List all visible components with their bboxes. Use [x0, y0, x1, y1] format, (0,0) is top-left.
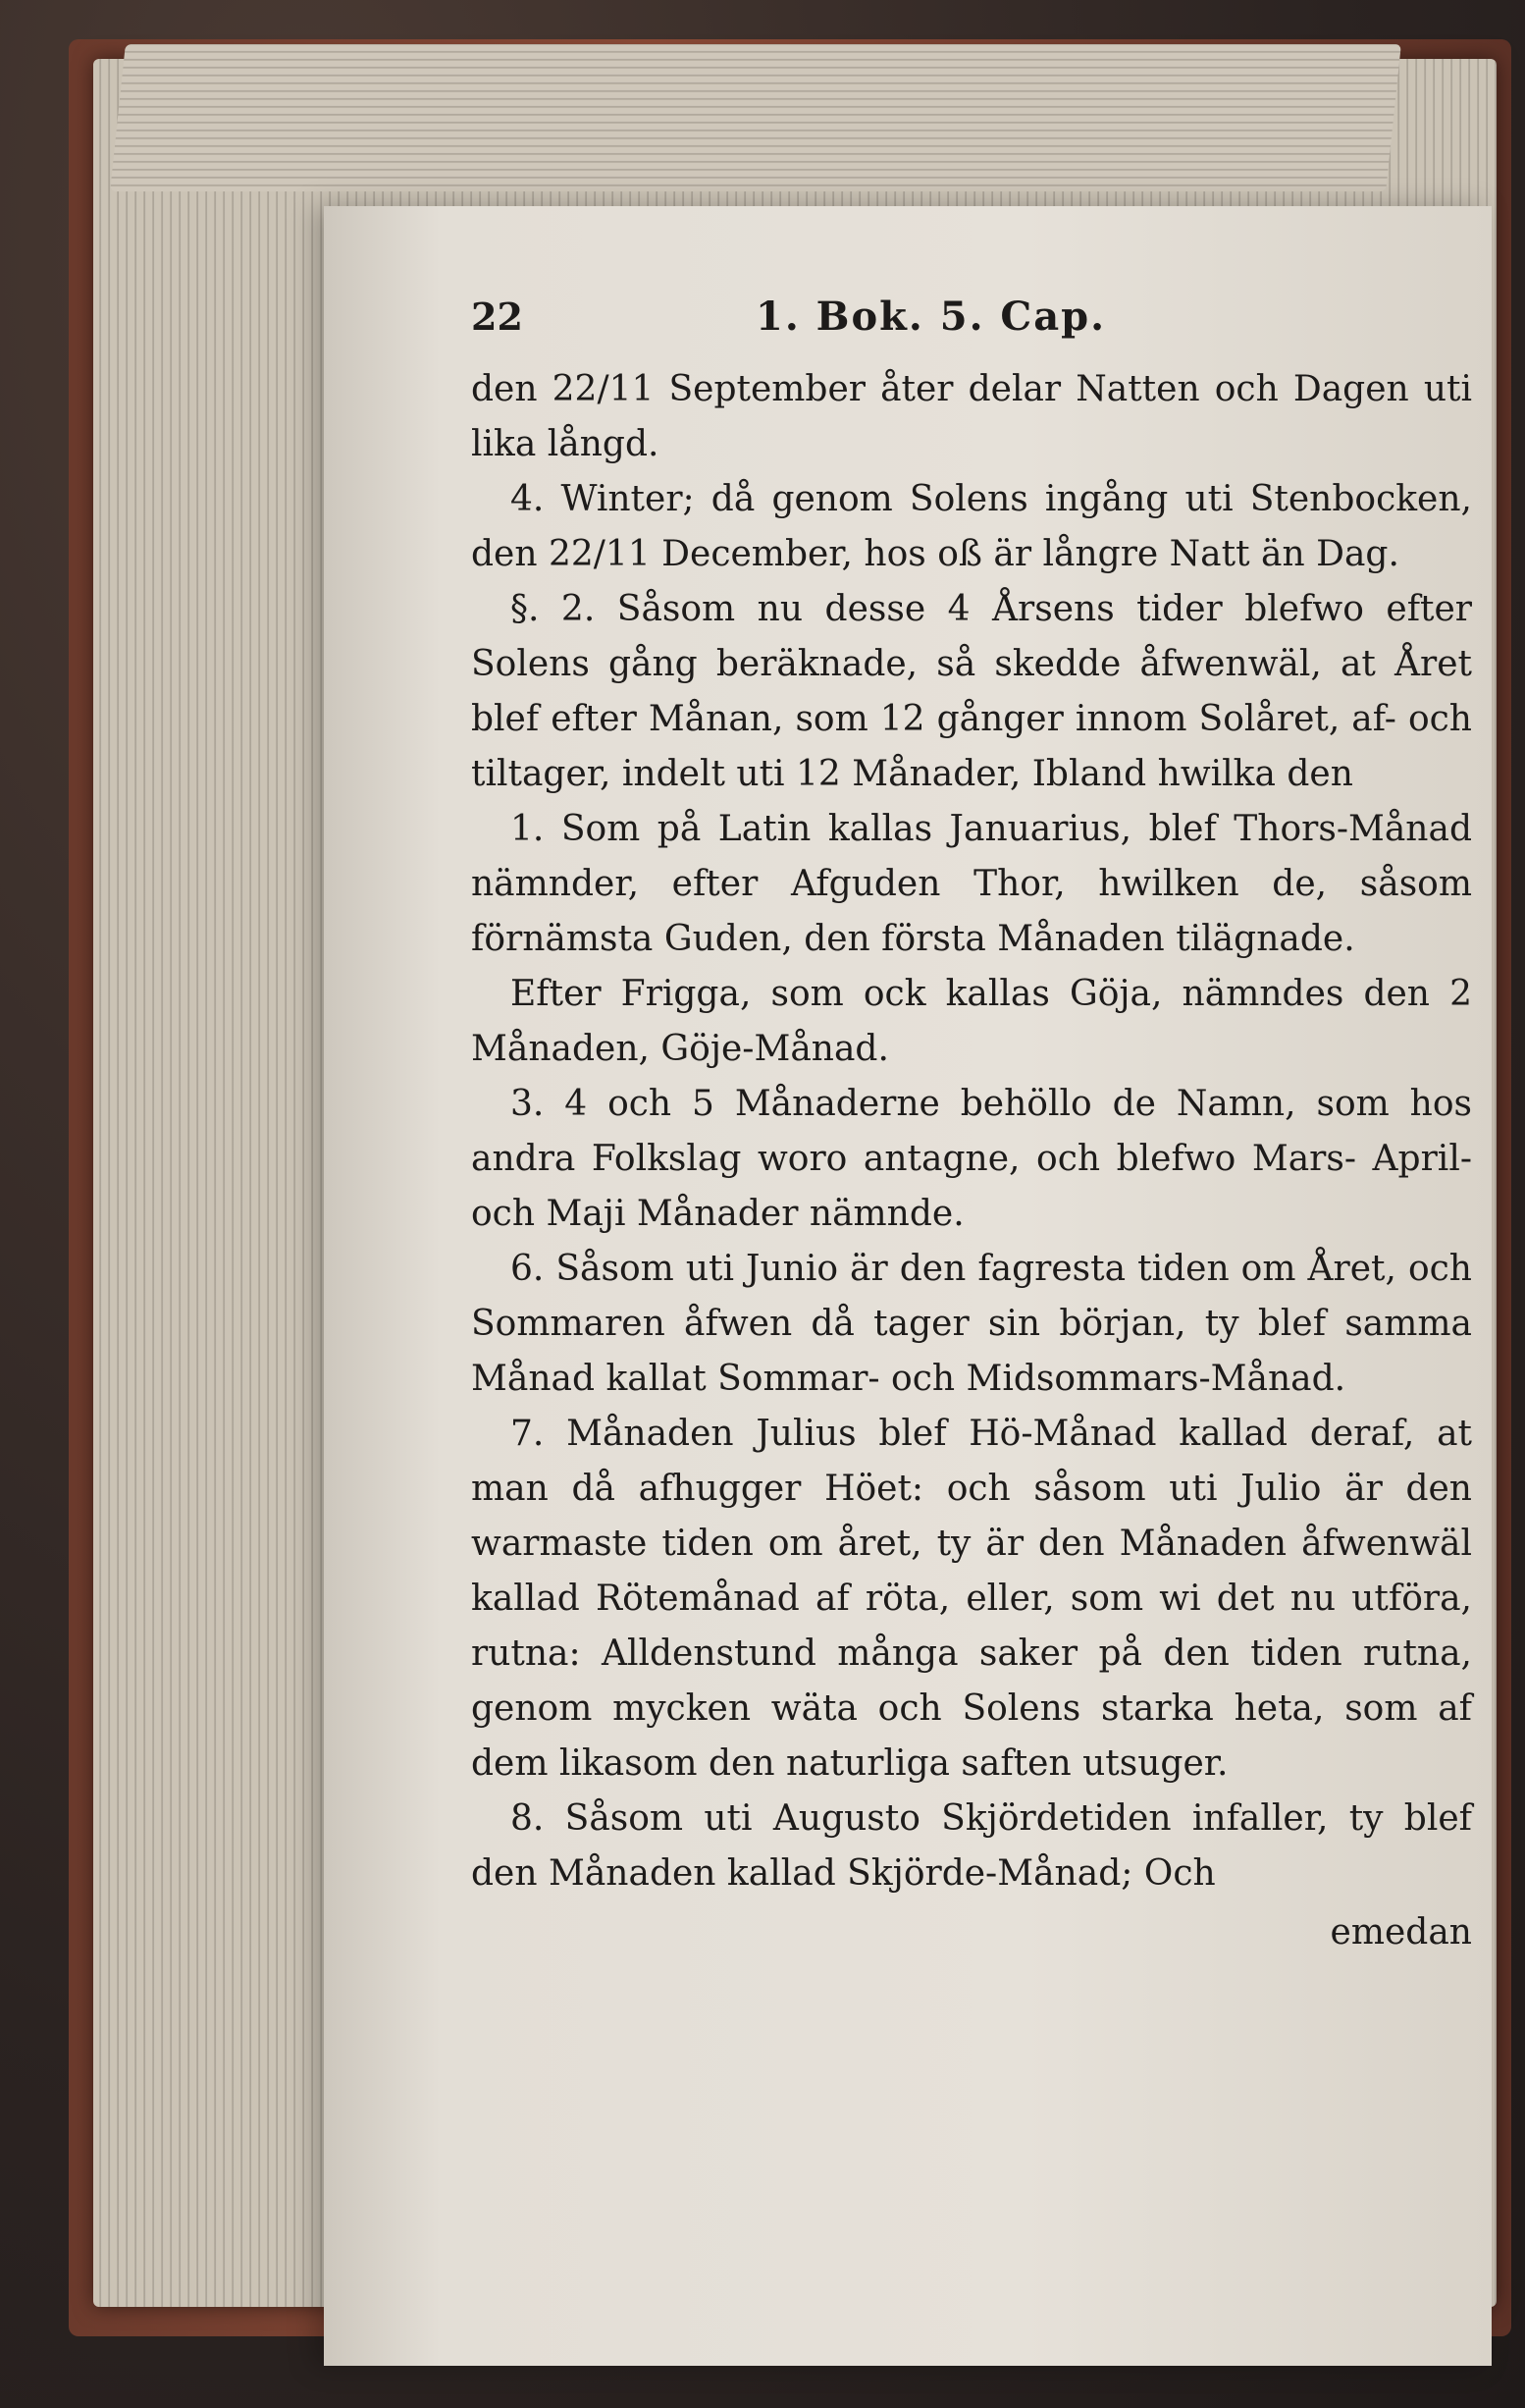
- paragraph-3: §. 2. Såsom nu desse 4 Årsens tider blefwo efter Solens gång beräknade, så skedde åfwenwäl, at Året blef efter Månan, som 12 gånger innom Solåret, af- och tiltager, indelt uti 12 Månader, Ibland hwilka den: [471, 589, 1472, 794]
- paragraph-6: 3. 4 och 5 Månaderne behöllo de Namn, som hos andra Folkslag woro antagne, och blefwo Mars- April- och Maji Månader nämnde.: [471, 1084, 1472, 1234]
- page-number: 22: [471, 294, 523, 339]
- page-edges-top: [110, 44, 1401, 191]
- paragraph-4: 1. Som på Latin kallas Januarius, blef Thors-Månad nämnder, efter Afguden Thor, hwilken de, såsom förnämsta Guden, den första Månaden tilägnade.: [471, 809, 1472, 959]
- running-header: [471, 290, 1472, 345]
- paragraph-8: 7. Månaden Julius blef Hö-Månad kallad deraf, at man då afhugger Höet: och såsom uti Julio är den warmaste tiden om året, ty är den Månaden åfwenwäl kallad Rötemånad af röta, eller, som wi det nu utföra, rutna: Alldenstund många saker på den tiden rutna, genom mycken wäta och Solens starka heta, som af dem likasom den naturliga saften utsuger.: [471, 1414, 1472, 1784]
- paragraph-9: 8. Såsom uti Augusto Skjördetiden infaller, ty blef den Månaden kallad Skjörde-Månad; Och: [471, 1798, 1472, 1894]
- running-title: 1. Bok. 5. Cap.: [756, 294, 1107, 340]
- paragraph-7: 6. Såsom uti Junio är den fagresta tiden om Året, och Sommaren åfwen då tager sin början, ty blef samma Månad kallat Sommar- och Midsommars-Månad.: [471, 1249, 1472, 1399]
- paragraph-5: Efter Frigga, som ock kallas Göja, nämndes den 2 Månaden, Göje-Månad.: [471, 974, 1472, 1069]
- catchword: emedan: [1330, 1912, 1472, 1953]
- paragraph-2: 4. Winter; då genom Solens ingång uti Stenbocken, den 22/11 December, hos oß är långre Natt än Dag.: [471, 479, 1472, 574]
- page-text: [471, 290, 1472, 1960]
- paragraph-1: den 22/11 September åter delar Natten och Dagen uti lika långd.: [471, 369, 1472, 464]
